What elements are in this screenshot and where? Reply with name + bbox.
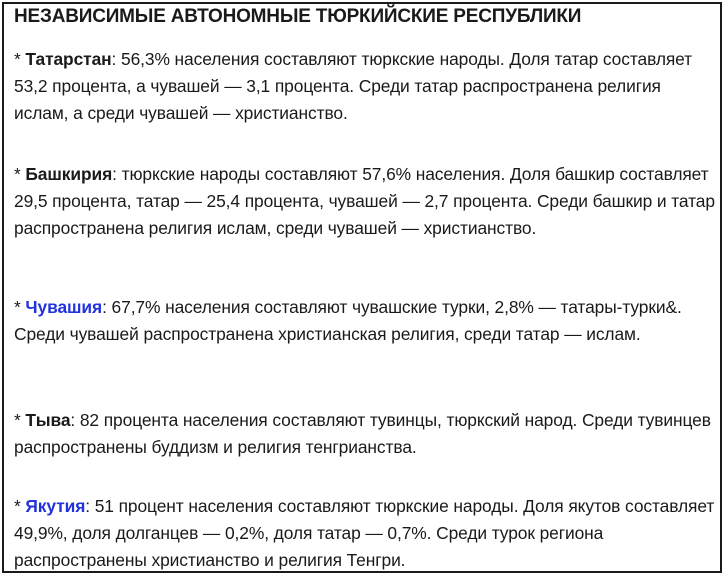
entry-name-tyva: Тыва [25, 410, 71, 430]
entry-chuvashia [14, 294, 716, 348]
entry-bashkiria [14, 161, 716, 242]
entry-text: 51 процент населения составляют тюркские народы. Доля якутов составляет 49,9%, доля долганцев — 0,2%, доля татар — 0,7%. Среди турок региона распространены христианство и религия Тенгри. [14, 496, 715, 570]
info-card [2, 2, 722, 573]
entry-text: 67,7% населения составляют чувашские турки, 2,8% — татары-турки&. Среди чувашей распространена христианская религия, среди татар — ислам. [14, 297, 682, 344]
entry-colon: : [70, 410, 76, 430]
entry-tatarstan [14, 46, 716, 127]
entry-colon: : [102, 297, 107, 317]
entry-colon: : [112, 164, 117, 184]
bullet: * [14, 49, 26, 69]
link-chuvashia[interactable]: Чувашия [25, 297, 103, 317]
entry-name-tatarstan: Татарстан [25, 49, 112, 69]
bullet: * [14, 496, 26, 516]
card-title: НЕЗАВИСИМЫЕ АВТОНОМНЫЕ ТЮРКИЙСКИЕ РЕСПУБЛИКИ [14, 6, 582, 27]
entry-colon: : [85, 496, 90, 516]
entry-name-bashkiria: Башкирия [25, 164, 113, 184]
entry-text: 82 процента населения составляют тувинцы, тюркский народ. Среди тувинцев распространены буддизм и религия тенгрианства. [14, 410, 711, 457]
entry-text: тюркские народы составляют 57,6% населения. Доля башкир составляет 29,5 процента, татар — 25,4 процента, чувашей — 2,7 процента. Среди башкир и татар распространена религия ислам, среди чувашей — христианство. [14, 164, 715, 238]
entry-colon: : [111, 49, 117, 69]
entry-yakutia [14, 493, 716, 574]
entry-tyva [14, 407, 716, 461]
bullet: * [14, 297, 26, 317]
bullet: * [14, 164, 26, 184]
bullet: * [14, 410, 26, 430]
entry-text: 56,3% населения составляют тюркские народы. Доля татар составляет 53,2 процента, а чувашей — 3,1 процента. Среди татар распространена религия ислам, а среди чувашей — христианство. [14, 49, 693, 123]
link-yakutia[interactable]: Якутия [25, 496, 86, 516]
